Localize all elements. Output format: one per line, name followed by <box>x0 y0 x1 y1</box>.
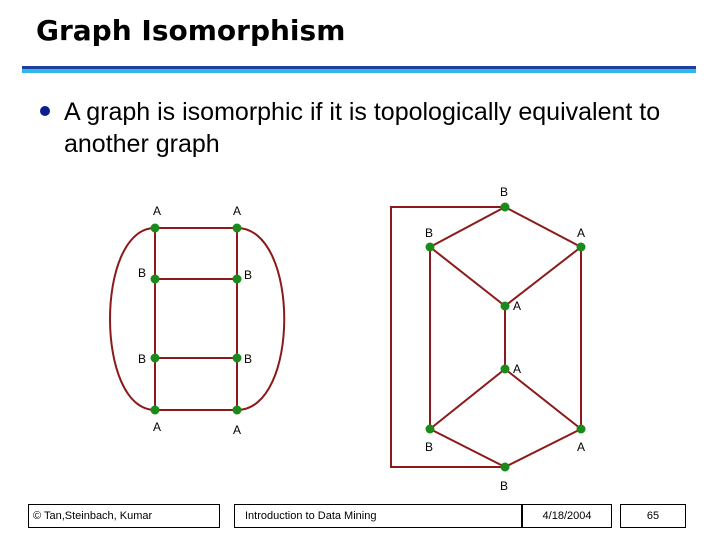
right-node <box>577 243 586 252</box>
right-node <box>501 302 510 311</box>
left-node <box>151 275 160 284</box>
right-edge <box>430 429 505 467</box>
right-node-label: B <box>500 185 509 199</box>
slide-title: Graph Isomorphism <box>36 14 346 47</box>
right-node-label: B <box>425 226 434 240</box>
right-edge <box>430 247 505 306</box>
right-node <box>426 425 435 434</box>
footer-course: Introduction to Data Mining <box>234 504 522 528</box>
right-graph <box>391 207 581 467</box>
left-node <box>233 224 242 233</box>
right-edge <box>505 207 581 247</box>
left-nodes <box>151 224 242 415</box>
left-node <box>233 354 242 363</box>
right-node-label: B <box>425 440 434 454</box>
left-edge <box>237 228 284 410</box>
right-node-label: B <box>500 479 509 493</box>
right-node <box>501 463 510 472</box>
left-node-label: A <box>153 204 162 218</box>
right-node <box>501 203 510 212</box>
footer-copyright: © Tan,Steinbach, Kumar <box>28 504 220 528</box>
right-edge <box>430 207 505 247</box>
footer-date: 4/18/2004 <box>522 504 612 528</box>
right-node-label: A <box>513 299 522 313</box>
left-node <box>233 406 242 415</box>
left-node-label: B <box>244 268 253 282</box>
left-edge <box>110 228 155 410</box>
footer-page-number: 65 <box>620 504 686 528</box>
right-node-label: A <box>513 362 522 376</box>
right-edge <box>505 247 581 306</box>
left-node <box>151 354 160 363</box>
left-node-label: B <box>138 266 147 280</box>
right-edge <box>391 207 505 467</box>
right-node <box>426 243 435 252</box>
right-edge <box>505 429 581 467</box>
right-node-label: A <box>577 226 586 240</box>
left-node <box>233 275 242 284</box>
right-node <box>577 425 586 434</box>
right-edge <box>505 369 581 429</box>
left-graph <box>110 228 284 410</box>
left-node <box>151 406 160 415</box>
left-node-label: B <box>244 352 253 366</box>
right-node-label: A <box>577 440 586 454</box>
left-node-label: A <box>233 204 242 218</box>
left-node-label: A <box>233 423 242 437</box>
left-node-label: B <box>138 352 147 366</box>
right-edge <box>430 369 505 429</box>
right-node <box>501 365 510 374</box>
left-node-label: A <box>153 420 162 434</box>
bullet-text: A graph is isomorphic if it is topologically equivalent to another graph <box>64 98 661 158</box>
left-node <box>151 224 160 233</box>
